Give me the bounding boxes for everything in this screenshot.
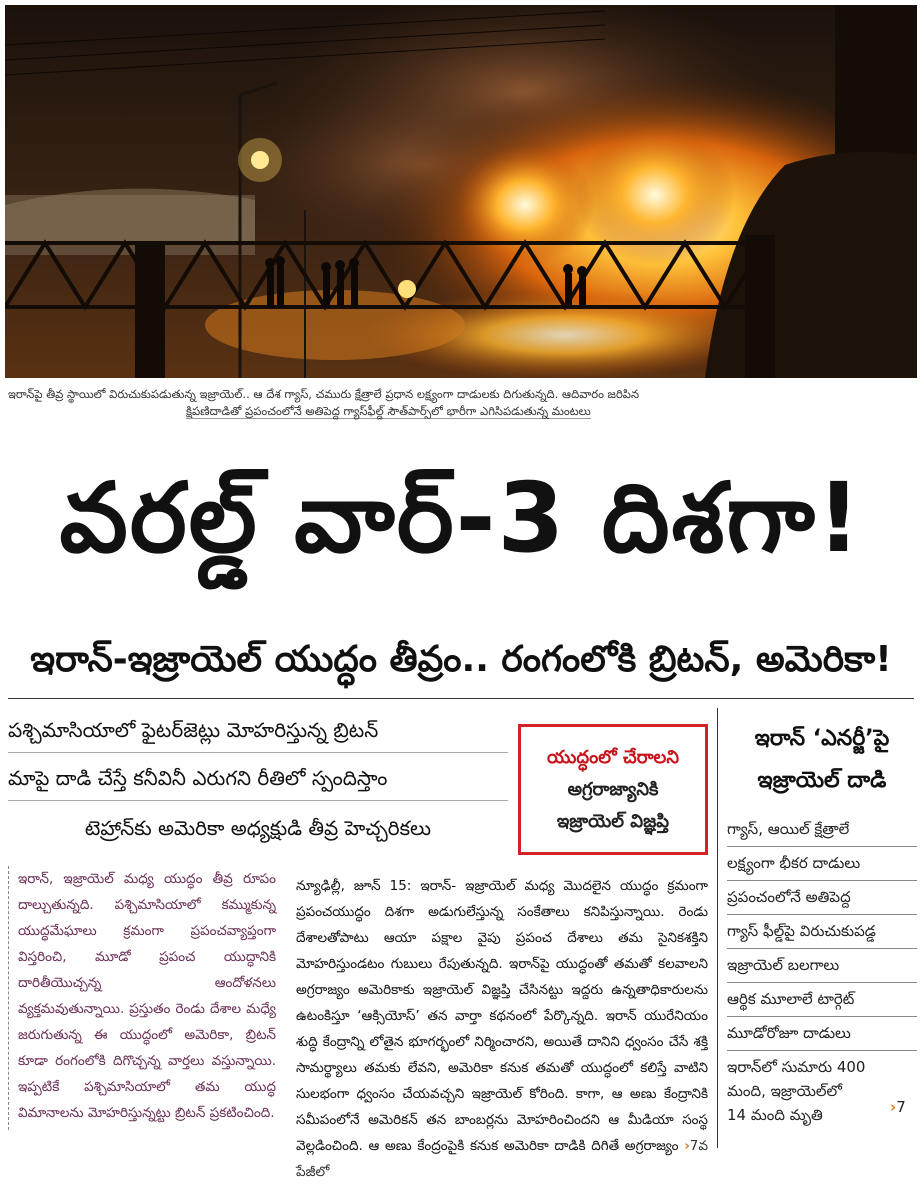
news-photo [5,5,917,378]
main-article [296,873,708,1185]
right-heading-line-2: ఇజ్రాయెల్ దాడి [757,768,887,793]
right-column-item: గ్యాస్ ఫీల్డ్‌పై విరుచుకుపడ్డ [727,914,917,949]
right-column-item: గ్యాస్, ఆయిల్ క్షేత్రాలే [727,812,917,847]
right-column-heading [727,718,917,802]
chevron-right-icon: › [684,1138,690,1154]
column-divider [717,708,718,1148]
main-headline: వరల్డ్ వార్-3 దిశగా! [59,462,863,574]
caption-line-2 [8,403,914,420]
highlight-box-line-2: అగ్రరాజ్యానికి [567,778,659,800]
intro-text: ఇరాన్, ఇజ్రాయెల్ మధ్య యుద్ధం తీవ్ర రూపం దాల్చుతున్నది. పశ్చిమాసియాలో కమ్ముకున్న యుద్ధమేఘాలు క్రమంగా ప్రపంచవ్యాప్తంగా విస్తరించి, మూడో ప్రపంచ యుద్ధానికి దారితీయొచ్చన్న ఆందోళనలు వ్యక్తమవుతున్నాయి. ప్రస్తుతం రెండు దేశాల మధ్యే జరుగుతున్న ఈ యుద్ధంలో అమెరికా, బ్రిటన్ కూడా రంగంలోకి దిగొచ్చన్న వార్తలు వస్తున్నాయి. ఇప్పటికే పశ్చిమాసియాలో తమ యుద్ధ విమానాలను మోహరిస్తున్నట్టు బ్రిటన్ ప్రకటించింది. [18,871,276,1121]
right-column-item: 14 మంది మృతి [727,1106,823,1124]
key-point-2: మాపై దాడి చేస్తే కనీవినీ ఎరుగని రీతిలో స్పందిస్తాం [8,758,508,801]
caption-line-1: ఇరాన్‌పై తీవ్ర స్థాయిలో విరుచుకుపడుతున్న ఇజ్రాయెల్.. ఆ దేశ గ్యాస్, చమురు క్షేత్రాలే ప్రధాన లక్ష్యంగా దాడులకు దిగుతున్నది. ఆదివారం జరిపిన [8,387,640,401]
right-column-item: మంది, ఇజ్రాయెల్‌లో [727,1082,842,1100]
right-column-item: ప్రపంచంలోనే అతిపెద్ద [727,880,917,915]
right-column-item: ఇరాన్‌లో సుమారు 400 [727,1058,866,1076]
sub-headline: ఇరాన్-ఇజ్రాయెల్ యుద్ధం తీవ్రం.. రంగంలోకి బ్రిటన్, అమెరికా! [30,639,892,680]
main-article-text: న్యూఢిల్లీ, జూన్ 15: ఇరాన్- ఇజ్రాయెల్ మధ్య మొదలైన యుద్ధం క్రమంగా ప్రపంచయుద్ధం దిశగా అడుగులేస్తున్న సంకేతాలు కనిపిస్తున్నాయి. రెండు దేశాలతోపాటు ఆయా పక్షాల వైపు ప్రపంచ దేశాలు తమ సైనికశక్తిని మోహరిస్తుండటం గుబులు రేపుతున్నది. ఇరాన్‌పై యుద్ధంతో తమతో కలవాలని అగ్రరాజ్యం అమెరికాకు ఇజ్రాయెల్ విజ్ఞప్తి చేసినట్టు ఇద్దరు ఉన్నతాధికారులను ఉటంకిస్తూ ‘ఆక్సియోస్’ తన వార్తా కథనంలో పేర్కొన్నది. ఇరాన్ యురేనియం శుద్ధి కేంద్రాన్ని లోతైన భూగర్భంలో నిర్మించారని, అయితే దానిని ధ్వంసం చేసే శక్తి సామర్థ్యాలు తమకు లేవని, అమెరికా కనుక తమతో యుద్ధంలో కలిస్తే వాటిని సులభంగా ధ్వంసం చేయవచ్చని ఇజ్రాయెల్ కోరింది. కాగా, ఆ అణు కేంద్రానికి సమీపంలోనే అమెరికన్ తన బాంబర్లను మోహరించిందని ఆ మీడియా సంస్థ వెల్లడించింది. ఆ అణు కేంద్రంపైకి కనుక అమెరికా దాడికి దిగితే అగ్రరాజ్యం [296,878,708,1154]
right-column-item: మూడోరోజూ దాడులు [727,1016,917,1051]
right-heading-line-1: ఇరాన్ ‘ఎనర్జీ’పై [754,726,890,751]
highlight-box-line-1: యుద్ధంలో చేరాలని [547,746,679,768]
key-point-3: టెహ్రాన్‌కు అమెరికా అధ్యక్షుడి తీవ్ర హెచ్చరికలు [84,816,432,840]
key-point-1: పశ్చిమాసియాలో ఫైటర్‌జెట్లు మోహరిస్తున్న బ్రిటన్ [8,710,508,753]
continued-link-text: 7వ పేజీలో [296,1138,708,1180]
photo-caption [8,386,914,420]
right-column-item: ఇజ్రాయెల్ బలగాలు [727,948,917,983]
right-column-item: లక్ష్యంగా భీకర దాడులు [727,846,917,881]
caption-line-2-text: క్షిపణిదాడితో ప్రపంచంలోనే అతిపెద్ద గ్యాస్‌ఫీల్డ్ సౌత్‌పార్స్‌లో భారీగా ఎగిసిపడుతున్న మంటలు [186,404,591,418]
dashed-border [8,866,9,1130]
page-reference[interactable] [890,1098,906,1116]
right-column-item: ఆర్థిక మూలాలే టార్గెట్ [727,982,917,1017]
intro-column [8,866,276,1126]
highlight-box-line-3: ఇజ్రాయెల్ విజ్ఞప్తి [556,810,670,832]
page-reference-number: 7 [896,1098,906,1116]
section-divider [8,698,914,699]
highlight-box [518,724,708,855]
chevron-right-icon: › [890,1098,897,1116]
fire-photo-illustration [5,5,917,378]
